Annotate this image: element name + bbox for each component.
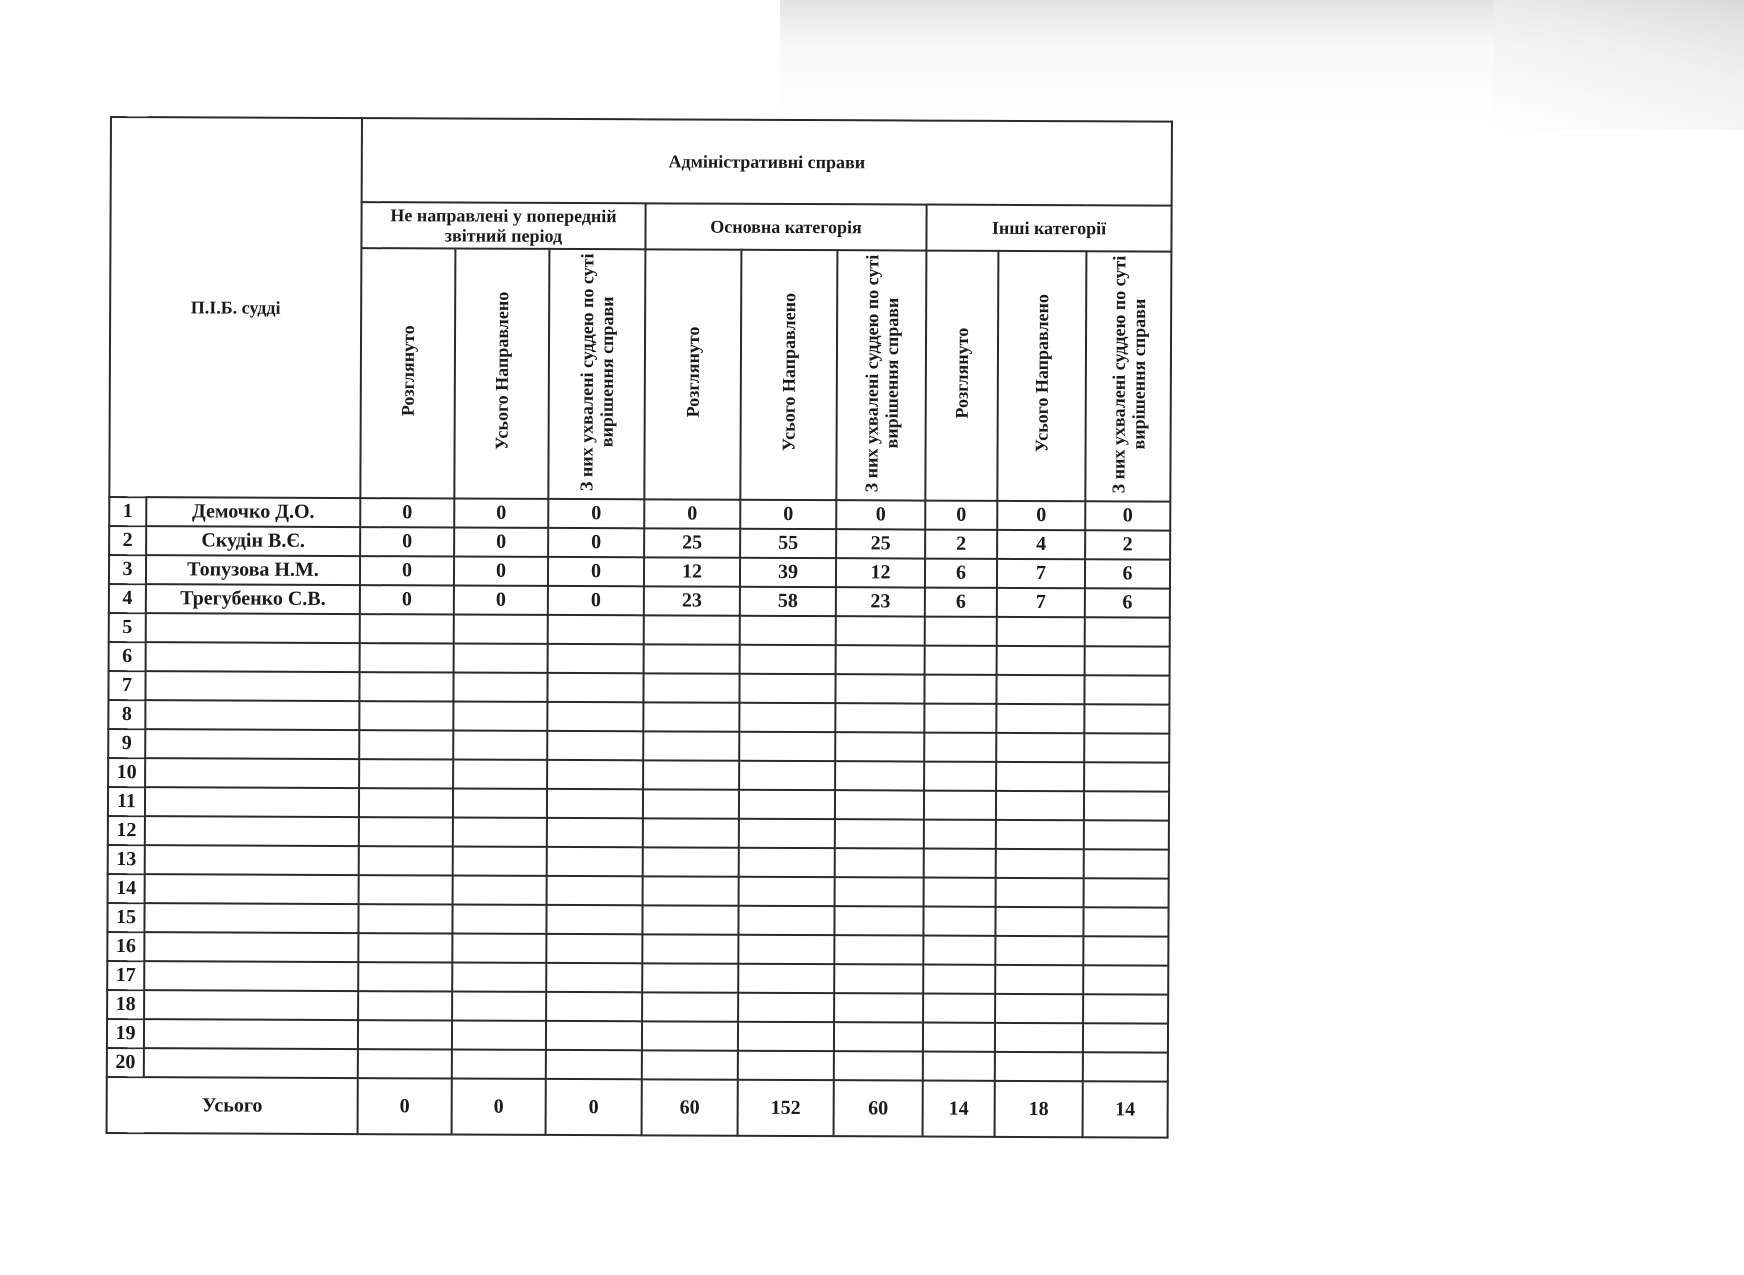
- subcol-header-label: З них ухвалені суддею по суті вирішення справи: [1107, 255, 1149, 493]
- value-cell: [739, 703, 835, 732]
- value-cell: [359, 730, 453, 759]
- table-row: [107, 990, 1168, 1024]
- value-cell: [1084, 849, 1169, 878]
- value-cell: [1083, 936, 1168, 965]
- value-cell: 0: [548, 499, 644, 528]
- value-cell: [835, 877, 924, 906]
- value-cell: [359, 875, 453, 904]
- judge-name: [144, 932, 358, 962]
- table-row: [108, 816, 1169, 850]
- section-title: Адміністративні справи: [362, 118, 1172, 206]
- value-cell: [358, 991, 452, 1020]
- subcol-header-label: Розглянуто: [682, 326, 704, 418]
- value-cell: [642, 905, 738, 934]
- value-cell: [453, 702, 547, 731]
- value-cell: [1083, 1023, 1168, 1052]
- value-cell: [547, 702, 643, 731]
- row-number: 12: [108, 816, 145, 845]
- value-cell: [996, 849, 1084, 878]
- row-number: 10: [108, 758, 145, 787]
- total-value: 0: [452, 1079, 546, 1135]
- value-cell: 0: [360, 585, 454, 614]
- value-cell: [835, 761, 924, 790]
- value-cell: [547, 847, 643, 876]
- value-cell: [923, 1023, 995, 1052]
- value-cell: 0: [548, 586, 644, 615]
- value-cell: [923, 1052, 995, 1081]
- table-row: [109, 642, 1170, 676]
- value-cell: [360, 614, 454, 643]
- value-cell: [1084, 762, 1169, 791]
- value-cell: [835, 819, 924, 848]
- row-number: 17: [107, 961, 144, 990]
- value-cell: [995, 994, 1083, 1023]
- value-cell: [453, 876, 547, 905]
- value-cell: [996, 820, 1084, 849]
- value-cell: 39: [740, 558, 836, 587]
- table-row: [108, 845, 1169, 879]
- value-cell: [1083, 1052, 1168, 1081]
- value-cell: [643, 847, 739, 876]
- value-cell: [359, 672, 453, 701]
- total-value: 152: [738, 1080, 834, 1136]
- value-cell: [642, 1050, 738, 1079]
- value-cell: 4: [997, 530, 1085, 559]
- value-cell: [924, 675, 996, 704]
- value-cell: [548, 615, 644, 644]
- value-cell: [358, 1049, 452, 1078]
- judge-name: Скудін В.Є.: [146, 526, 360, 556]
- table-row: [107, 932, 1168, 966]
- value-cell: 7: [997, 588, 1085, 617]
- judge-name: [145, 729, 359, 759]
- value-cell: [738, 1051, 834, 1080]
- value-cell: [546, 1021, 642, 1050]
- value-cell: [644, 644, 740, 673]
- judge-name: [144, 990, 358, 1020]
- value-cell: [358, 904, 452, 933]
- value-cell: 25: [644, 528, 740, 557]
- value-cell: [923, 907, 995, 936]
- judge-name: Топузова Н.М.: [146, 555, 360, 585]
- judge-name: Демочко Д.О.: [146, 497, 360, 527]
- table-row: [108, 729, 1169, 763]
- value-cell: [996, 878, 1084, 907]
- value-cell: [358, 962, 452, 991]
- row-number: 18: [107, 990, 144, 1019]
- value-cell: 23: [836, 587, 925, 616]
- value-cell: [546, 963, 642, 992]
- value-cell: [923, 994, 995, 1023]
- row-number: 4: [109, 584, 146, 613]
- value-cell: [995, 965, 1083, 994]
- total-value: 0: [546, 1079, 642, 1135]
- row-number: 2: [109, 526, 146, 555]
- value-cell: [547, 818, 643, 847]
- value-cell: 0: [454, 499, 548, 528]
- value-cell: [359, 846, 453, 875]
- judge-name: [146, 642, 360, 672]
- subcol-header-label: З них ухвалені суддею по суті вирішення справи: [576, 252, 618, 491]
- value-cell: [453, 818, 547, 847]
- value-cell: [643, 876, 739, 905]
- value-cell: [1083, 907, 1168, 936]
- row-number: 19: [107, 1019, 144, 1048]
- value-cell: [359, 788, 453, 817]
- value-cell: 12: [644, 557, 740, 586]
- value-cell: [452, 992, 546, 1021]
- judge-name: [145, 816, 359, 846]
- value-cell: [1084, 820, 1169, 849]
- value-cell: [547, 760, 643, 789]
- value-cell: [996, 791, 1084, 820]
- judge-name: [146, 613, 360, 643]
- table-row: [108, 700, 1169, 734]
- value-cell: 0: [548, 557, 644, 586]
- value-cell: 0: [454, 557, 548, 586]
- value-cell: [924, 762, 996, 791]
- judge-name: [145, 845, 359, 875]
- value-cell: [924, 878, 996, 907]
- value-cell: [547, 673, 643, 702]
- value-cell: [738, 964, 834, 993]
- subcol-header-5: [740, 250, 837, 500]
- value-cell: [547, 731, 643, 760]
- value-cell: [642, 934, 738, 963]
- table-row: [109, 526, 1170, 560]
- row-number: 11: [108, 787, 145, 816]
- value-cell: [546, 992, 642, 1021]
- value-cell: [453, 760, 547, 789]
- value-cell: [643, 673, 739, 702]
- value-cell: [739, 674, 835, 703]
- subcol-header-label: Розглянуто: [951, 327, 973, 419]
- value-cell: [643, 731, 739, 760]
- value-cell: [642, 992, 738, 1021]
- row-number: 20: [107, 1048, 144, 1077]
- value-cell: 23: [644, 586, 740, 615]
- value-cell: [1084, 733, 1169, 762]
- total-value: 14: [923, 1081, 995, 1137]
- subcol-header-label: Розглянуто: [397, 325, 419, 417]
- row-number: 16: [107, 932, 144, 961]
- table-row: [109, 555, 1170, 589]
- value-cell: [925, 617, 997, 646]
- value-cell: [923, 936, 995, 965]
- value-cell: [834, 1051, 923, 1080]
- table-row: [107, 1048, 1168, 1082]
- value-cell: [739, 790, 835, 819]
- value-cell: [738, 993, 834, 1022]
- row-number: 6: [109, 642, 146, 671]
- value-cell: [453, 789, 547, 818]
- value-cell: [1083, 994, 1168, 1023]
- scan-shadow-corner: [1494, 0, 1744, 130]
- value-cell: 6: [1085, 559, 1170, 588]
- value-cell: [739, 877, 835, 906]
- subcol-header-label: З них ухвалені суддею по суті вирішення справи: [860, 253, 902, 492]
- value-cell: [642, 963, 738, 992]
- value-cell: 6: [925, 588, 997, 617]
- value-cell: 0: [360, 527, 454, 556]
- judge-name: [145, 758, 359, 788]
- value-cell: [996, 733, 1084, 762]
- value-cell: [643, 702, 739, 731]
- value-cell: [739, 819, 835, 848]
- judge-name: [145, 787, 359, 817]
- value-cell: [546, 905, 642, 934]
- row-number: 14: [108, 874, 145, 903]
- total-value: 60: [642, 1079, 738, 1135]
- value-cell: 0: [548, 528, 644, 557]
- value-cell: [547, 789, 643, 818]
- subcol-header-label: Усього Направлено: [491, 292, 513, 451]
- judge-name: [144, 1019, 358, 1049]
- subcol-header-label: Усього Направлено: [1031, 294, 1053, 453]
- total-row: [107, 1077, 1168, 1138]
- value-cell: [997, 617, 1085, 646]
- value-cell: [452, 963, 546, 992]
- value-cell: [925, 646, 997, 675]
- table-row: [108, 671, 1169, 705]
- value-cell: [739, 761, 835, 790]
- value-cell: [836, 645, 925, 674]
- value-cell: [995, 907, 1083, 936]
- value-cell: [643, 789, 739, 818]
- value-cell: [834, 906, 923, 935]
- judges-report-table: [106, 116, 1173, 1139]
- value-cell: 0: [925, 501, 997, 530]
- value-cell: [923, 965, 995, 994]
- value-cell: [360, 643, 454, 672]
- value-cell: 0: [360, 556, 454, 585]
- value-cell: [546, 1050, 642, 1079]
- row-number: 7: [108, 671, 145, 700]
- judge-name-header: П.І.Б. судді: [109, 117, 362, 498]
- subcol-header-9: [1085, 251, 1171, 501]
- value-cell: 0: [360, 498, 454, 527]
- value-cell: [738, 935, 834, 964]
- value-cell: [739, 732, 835, 761]
- value-cell: 2: [925, 530, 997, 559]
- value-cell: [739, 848, 835, 877]
- group-main-category: Основна категорія: [645, 203, 926, 250]
- value-cell: [643, 760, 739, 789]
- value-cell: [642, 1021, 738, 1050]
- judge-name: [144, 961, 358, 991]
- judge-name: Трегубенко С.В.: [146, 584, 360, 614]
- value-cell: [834, 964, 923, 993]
- value-cell: [644, 615, 740, 644]
- value-cell: [452, 1050, 546, 1079]
- value-cell: [1084, 704, 1169, 733]
- table-row: [109, 584, 1170, 618]
- value-cell: [834, 1022, 923, 1051]
- value-cell: 7: [997, 559, 1085, 588]
- total-value: 0: [358, 1078, 452, 1134]
- value-cell: [1084, 675, 1169, 704]
- subcol-header-7: [925, 251, 998, 501]
- value-cell: [996, 675, 1084, 704]
- value-cell: 0: [836, 500, 925, 529]
- report-sheet: [106, 116, 1173, 1139]
- value-cell: 0: [1085, 501, 1170, 530]
- value-cell: [643, 818, 739, 847]
- value-cell: [835, 848, 924, 877]
- value-cell: [452, 905, 546, 934]
- value-cell: [997, 646, 1085, 675]
- group-not-sent-previous: Не направлені у попередній звітний період: [361, 202, 645, 249]
- value-cell: [453, 731, 547, 760]
- group-other-categories: Інші категорії: [926, 205, 1171, 252]
- value-cell: 58: [740, 587, 836, 616]
- table-row: [107, 961, 1168, 995]
- value-cell: [924, 704, 996, 733]
- table-row: [109, 497, 1170, 531]
- judge-name: [145, 700, 359, 730]
- value-cell: [834, 993, 923, 1022]
- value-cell: [834, 935, 923, 964]
- judge-name: [144, 903, 358, 933]
- row-number: 1: [109, 497, 146, 526]
- value-cell: [995, 1052, 1083, 1081]
- total-label: Усього: [107, 1077, 358, 1134]
- value-cell: [836, 616, 925, 645]
- value-cell: [1085, 617, 1170, 646]
- value-cell: [546, 934, 642, 963]
- value-cell: [452, 934, 546, 963]
- value-cell: [453, 673, 547, 702]
- value-cell: 12: [836, 558, 925, 587]
- subcol-header-3: [548, 249, 645, 499]
- value-cell: [924, 791, 996, 820]
- value-cell: [1085, 646, 1170, 675]
- value-cell: [835, 790, 924, 819]
- total-value: 18: [995, 1081, 1083, 1137]
- value-cell: [924, 820, 996, 849]
- value-cell: [1084, 878, 1169, 907]
- value-cell: [738, 1022, 834, 1051]
- value-cell: 0: [997, 501, 1085, 530]
- value-cell: 0: [740, 500, 836, 529]
- table-row: [107, 1019, 1168, 1053]
- subcol-header-6: [836, 250, 926, 500]
- value-cell: [996, 704, 1084, 733]
- row-number: 13: [108, 845, 145, 874]
- subcol-header-label: Усього Направлено: [778, 293, 800, 452]
- value-cell: [924, 733, 996, 762]
- value-cell: [359, 759, 453, 788]
- row-number: 15: [107, 903, 144, 932]
- value-cell: 0: [454, 586, 548, 615]
- value-cell: [358, 933, 452, 962]
- value-cell: [996, 762, 1084, 791]
- value-cell: [359, 701, 453, 730]
- value-cell: [358, 1020, 452, 1049]
- value-cell: [1083, 965, 1168, 994]
- value-cell: [995, 936, 1083, 965]
- value-cell: [454, 644, 548, 673]
- value-cell: [995, 1023, 1083, 1052]
- subcol-header-8: [997, 251, 1086, 501]
- value-cell: 6: [1085, 588, 1170, 617]
- value-cell: [453, 847, 547, 876]
- judge-name: [145, 874, 359, 904]
- row-number: 3: [109, 555, 146, 584]
- value-cell: 0: [454, 528, 548, 557]
- value-cell: 2: [1085, 530, 1170, 559]
- value-cell: [924, 849, 996, 878]
- value-cell: [835, 674, 924, 703]
- judge-name: [144, 1048, 358, 1078]
- value-cell: [452, 1021, 546, 1050]
- table-row: [109, 613, 1170, 647]
- table-row: [108, 874, 1169, 908]
- subcol-header-2: [454, 249, 549, 499]
- value-cell: 55: [740, 529, 836, 558]
- value-cell: [738, 906, 834, 935]
- judge-name: [145, 671, 359, 701]
- value-cell: 0: [644, 499, 740, 528]
- value-cell: [835, 703, 924, 732]
- value-cell: [740, 645, 836, 674]
- subcol-header-4: [644, 249, 741, 499]
- value-cell: [359, 817, 453, 846]
- table-row: [108, 787, 1169, 821]
- total-value: 14: [1083, 1081, 1168, 1137]
- value-cell: [454, 615, 548, 644]
- value-cell: 25: [836, 529, 925, 558]
- value-cell: 6: [925, 559, 997, 588]
- value-cell: [548, 644, 644, 673]
- row-number: 5: [109, 613, 146, 642]
- table-row: [108, 758, 1169, 792]
- total-value: 60: [834, 1080, 923, 1136]
- row-number: 9: [108, 729, 145, 758]
- table-row: [107, 903, 1168, 937]
- value-cell: [835, 732, 924, 761]
- value-cell: [740, 616, 836, 645]
- subcol-header-1: [360, 248, 455, 498]
- row-number: 8: [108, 700, 145, 729]
- value-cell: [547, 876, 643, 905]
- value-cell: [1084, 791, 1169, 820]
